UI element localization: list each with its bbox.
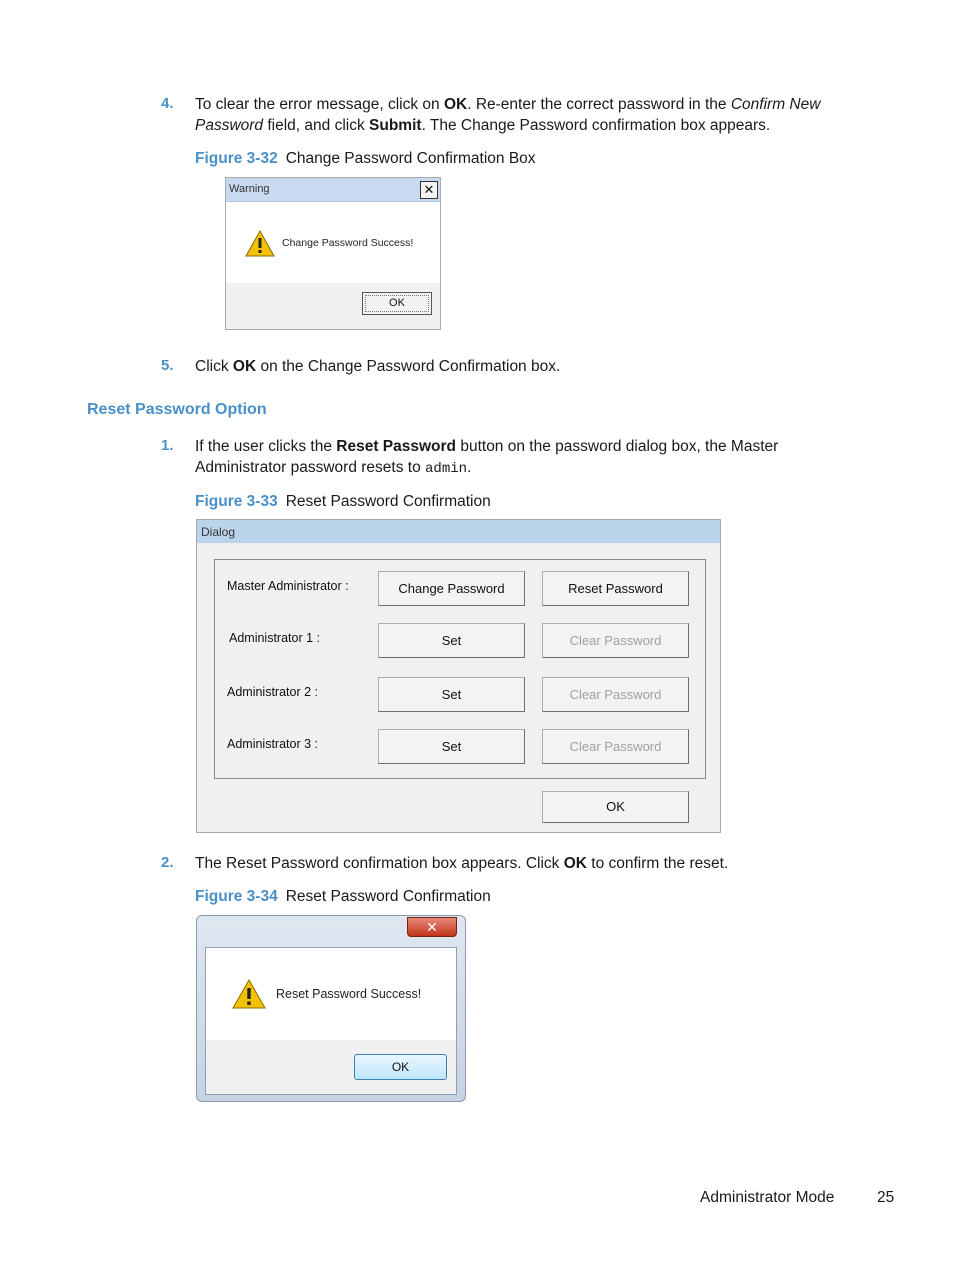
dialog-title: Warning	[229, 183, 270, 195]
reset-success-dialog	[196, 915, 466, 1102]
text: . The Change Password confirmation box appears.	[421, 117, 771, 134]
password-dialog	[196, 519, 721, 833]
step-number: 5.	[161, 357, 174, 374]
step-number: 1.	[161, 437, 174, 454]
dialog-message: Reset Password Success!	[276, 987, 422, 1001]
text: The Reset Password confirmation box appears. Click	[195, 855, 564, 872]
text: to confirm the reset.	[586, 855, 729, 872]
text: on the Change Password Confirmation box.	[256, 358, 561, 375]
dialog-titlebar	[197, 520, 720, 543]
reset-password-button[interactable]: Reset Password	[542, 571, 689, 606]
bold-text: OK	[443, 96, 468, 113]
warning-dialog	[225, 177, 441, 330]
admin-2-clear-password-button[interactable]: Clear Password	[542, 677, 689, 712]
figure-label: Figure 3-32	[195, 150, 278, 167]
admin-3-label: Administrator 3 :	[227, 737, 319, 751]
admin-3-set-button[interactable]: Set	[378, 729, 525, 764]
bold-text: OK	[232, 358, 257, 375]
figure-label: Figure 3-33	[195, 493, 278, 510]
step-4-line-2	[195, 115, 770, 136]
text: To clear the error message, click on	[195, 96, 444, 113]
dialog-title: Dialog	[201, 525, 236, 539]
step-2-text	[195, 853, 728, 874]
page-number: 25	[877, 1189, 895, 1206]
dialog-body	[226, 202, 440, 283]
text: .	[467, 459, 472, 476]
bold-text: Submit	[369, 117, 422, 134]
bold-text: OK	[563, 855, 587, 872]
section-heading: Reset Password Option	[87, 401, 267, 418]
figure-title: Reset Password Confirmation	[285, 493, 491, 510]
dialog-message: Change Password Success!	[282, 237, 414, 249]
bold-text: Reset Password	[336, 438, 457, 455]
warning-triangle-icon	[245, 230, 275, 257]
text: . Re-enter the correct password in the	[467, 96, 731, 113]
footer-section: Administrator Mode	[700, 1189, 835, 1206]
figure-caption	[195, 493, 491, 511]
close-icon[interactable]: ✕	[407, 917, 457, 937]
step-5-text	[195, 356, 560, 377]
figure-label: Figure 3-34	[195, 888, 278, 905]
step-4-line-1	[195, 94, 820, 115]
dialog-titlebar	[226, 178, 440, 202]
text: If the user clicks the	[195, 438, 337, 455]
change-password-button[interactable]: Change Password	[378, 571, 525, 606]
step-number: 2.	[161, 854, 174, 871]
step-number: 4.	[161, 95, 174, 112]
text: field, and click	[263, 117, 370, 134]
step-1-line-1	[195, 436, 778, 457]
step-1-line-2	[195, 457, 471, 480]
ok-button[interactable]: OK	[542, 791, 689, 823]
text: Click	[195, 358, 233, 375]
figure-title: Change Password Confirmation Box	[285, 150, 536, 167]
admin-3-clear-password-button[interactable]: Clear Password	[542, 729, 689, 764]
admin-1-clear-password-button[interactable]: Clear Password	[542, 623, 689, 658]
code-text: admin	[425, 461, 468, 477]
figure-caption	[195, 150, 536, 168]
figure-title: Reset Password Confirmation	[285, 888, 491, 905]
close-icon[interactable]: ✕	[420, 181, 438, 199]
italic-text: Password	[195, 117, 264, 134]
admin-1-set-button[interactable]: Set	[378, 623, 525, 658]
admin-2-set-button[interactable]: Set	[378, 677, 525, 712]
text: button on the password dialog box, the Master	[456, 438, 779, 455]
master-admin-label: Master Administrator :	[227, 579, 349, 593]
dialog-content	[205, 947, 457, 1095]
ok-button[interactable]: OK	[354, 1054, 447, 1080]
dialog-body	[206, 948, 456, 1040]
figure-caption	[195, 888, 491, 906]
text: Administrator password resets to	[195, 459, 426, 476]
admin-2-label: Administrator 2 :	[227, 685, 319, 699]
italic-text: Confirm New	[730, 96, 821, 113]
ok-button[interactable]: OK	[362, 292, 432, 315]
warning-triangle-icon	[232, 979, 266, 1009]
admin-1-label: Administrator 1 :	[229, 631, 321, 645]
